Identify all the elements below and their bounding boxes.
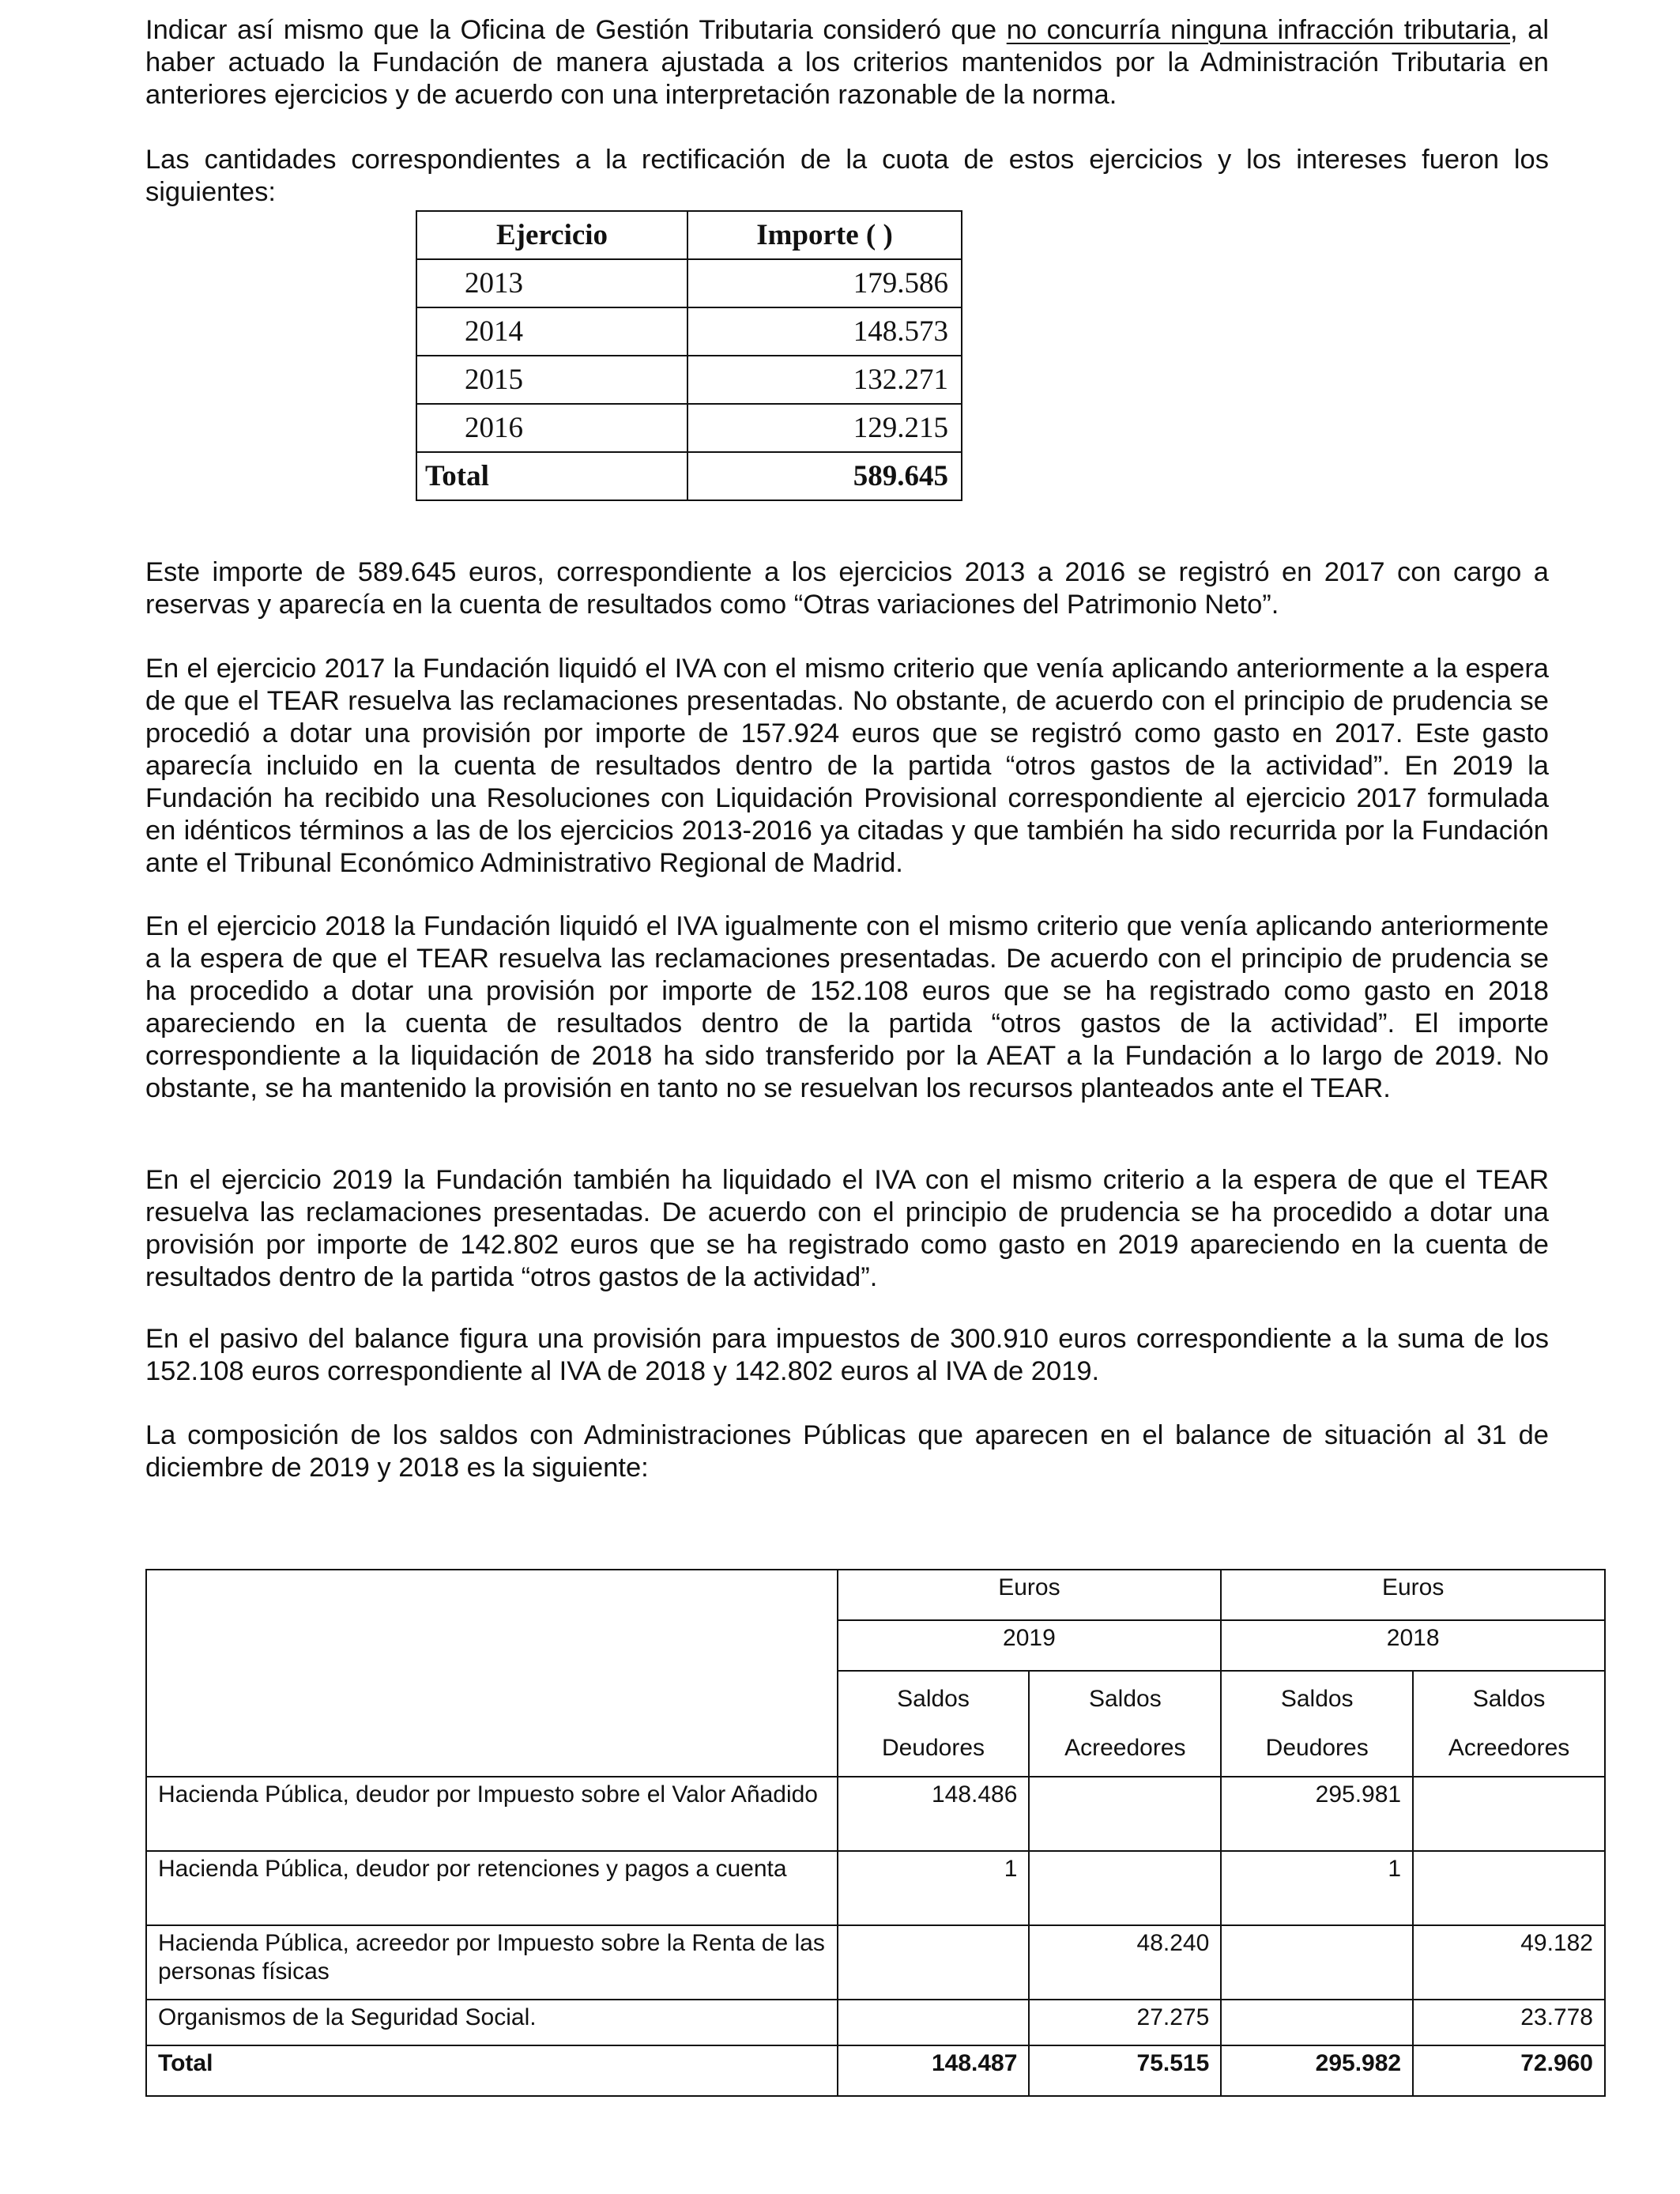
- table-row: [146, 1925, 1605, 2000]
- underlined-phrase: no concurría ninguna infracción tributaria: [1006, 15, 1510, 45]
- cell-acreedores-2018: [1413, 1851, 1605, 1925]
- total-deudores-2019: 148.487: [838, 2045, 1030, 2096]
- total-acreedores-2018: 72.960: [1413, 2045, 1605, 2096]
- total-amount: 589.645: [687, 452, 962, 500]
- cell-acreedores-2019: [1029, 1851, 1221, 1925]
- header-acreedores-2019: [1029, 1671, 1221, 1777]
- table-row: [416, 259, 962, 307]
- amount-cell: 179.586: [687, 259, 962, 307]
- paragraph-infraction: [145, 14, 1549, 111]
- paragraph-2018: En el ejercicio 2018 la Fundación liquidó el IVA igualmente con el mismo criterio que venía aplicando anteriormente a la espera de que el TEAR resuelva las reclamaciones presentadas. De acuerdo con el principio de prudencia se ha procedido a dotar una provisión por importe de 152.108 euros que se ha registrado como gasto en 2018 apareciendo en la cuenta de resultados dentro de la partida “otros gastos de la actividad”. El importe correspondiente a la liquidación de 2018 ha sido transferido por la AEAT a la Fundación a lo largo de 2019. No obstante, se ha mantenido la provisión en tanto no se resuelvan los recursos planteados ante el TEAR.: [145, 911, 1549, 1103]
- cell-deudores-2019: 1: [838, 1851, 1030, 1925]
- header-euros-2019: Euros: [838, 1570, 1222, 1620]
- cell-deudores-2018: 295.981: [1221, 1777, 1413, 1851]
- year-cell: 2015: [416, 356, 687, 404]
- amount-cell: 148.573: [687, 307, 962, 356]
- cell-acreedores-2019: 27.275: [1029, 2000, 1221, 2045]
- total-label: Total: [146, 2045, 838, 2096]
- table-header-row: [416, 211, 962, 259]
- table-row: [146, 1851, 1605, 1925]
- row-label: Hacienda Pública, acreedor por Impuesto sobre la Renta de las personas físicas: [146, 1925, 838, 2000]
- table-row: [416, 356, 962, 404]
- cell-deudores-2018: 1: [1221, 1851, 1413, 1925]
- header-year-2018: 2018: [1221, 1620, 1605, 1671]
- header-saldos: Saldos: [1280, 1686, 1354, 1712]
- header-acreedores-2018: [1413, 1671, 1605, 1777]
- header-saldos: Saldos: [1472, 1686, 1546, 1712]
- row-label: Hacienda Pública, deudor por retenciones y pagos a cuenta: [146, 1851, 838, 1925]
- cell-deudores-2018: [1221, 2000, 1413, 2045]
- paragraph-2017: En el ejercicio 2017 la Fundación liquidó el IVA con el mismo criterio que venía aplicando anteriormente a la espera de que el TEAR resuelva las reclamaciones presentadas. No obstante, de acuerdo con el principio de prudencia se procedió a dotar una provisión por importe de 157.924 euros que se registró como gasto en 2017. Este gasto aparecía incluido en la cuenta de resultados dentro de la partida “otros gastos de la actividad”. En 2019 la Fundación ha recibido una Resoluciones con Liquidación Provisional correspondiente al ejercicio 2017 formulada en idénticos términos a las de los ejercicios 2013-2016 ya citadas y que también ha sido recurrida por la Fundación ante el Tribunal Económico Administrativo Regional de Madrid.: [145, 654, 1549, 878]
- table-total-row: [146, 2045, 1605, 2096]
- total-acreedores-2019: 75.515: [1029, 2045, 1221, 2096]
- header-row-euros: [146, 1570, 1605, 1620]
- cell-acreedores-2018: 49.182: [1413, 1925, 1605, 2000]
- paragraph-amount-registered: Este importe de 589.645 euros, correspondiente a los ejercicios 2013 a 2016 se registró en 2017 con cargo a reservas y aparecía en la cuenta de resultados como “Otras variaciones del Patrimonio Neto”.: [145, 557, 1549, 620]
- header-euros-2018: Euros: [1221, 1570, 1605, 1620]
- year-cell: 2016: [416, 404, 687, 452]
- cell-deudores-2019: [838, 2000, 1030, 2045]
- cell-deudores-2019: 148.486: [838, 1777, 1030, 1851]
- table-row: [146, 2000, 1605, 2045]
- header-deudores: Deudores: [881, 1735, 985, 1761]
- rectification-table: [416, 210, 962, 501]
- cell-deudores-2018: [1221, 1925, 1413, 2000]
- cell-acreedores-2019: [1029, 1777, 1221, 1851]
- paragraph-2019: En el ejercicio 2019 la Fundación también ha liquidado el IVA con el mismo criterio a la espera de que el TEAR resuelva las reclamaciones presentadas. De acuerdo con el principio de prudencia se ha procedido a dotar una provisión por importe de 142.802 euros que se ha registrado como gasto en 2019 apareciendo en la cuenta de resultados dentro de la partida “otros gastos de la actividad”.: [145, 1165, 1549, 1292]
- amount-cell: 132.271: [687, 356, 962, 404]
- header-saldos: Saldos: [897, 1686, 970, 1712]
- paragraph-amounts-intro: Las cantidades correspondientes a la rectificación de la cuota de estos ejercicios y los intereses fueron los siguientes:: [145, 145, 1549, 207]
- cell-acreedores-2019: 48.240: [1029, 1925, 1221, 2000]
- paragraph-balances-intro: La composición de los saldos con Administraciones Públicas que aparecen en el balance de situación al 31 de diciembre de 2019 y 2018 es la siguiente:: [145, 1420, 1549, 1483]
- table-total-row: [416, 452, 962, 500]
- table-row: [416, 404, 962, 452]
- header-ejercicio: Ejercicio: [416, 211, 687, 259]
- paragraph-text: Indicar así mismo que la Oficina de Gestión Tributaria consideró que: [145, 15, 1007, 45]
- amount-cell: 129.215: [687, 404, 962, 452]
- header-year-2019: 2019: [838, 1620, 1222, 1671]
- header-acreedores: Acreedores: [1448, 1735, 1570, 1761]
- balances-table: [145, 1569, 1606, 2097]
- row-label: Organismos de la Seguridad Social.: [146, 2000, 838, 2045]
- cell-acreedores-2018: 23.778: [1413, 2000, 1605, 2045]
- year-cell: 2013: [416, 259, 687, 307]
- header-saldos: Saldos: [1088, 1686, 1162, 1712]
- empty-header-cell: [146, 1570, 838, 1777]
- year-cell: 2014: [416, 307, 687, 356]
- header-deudores-2019: [838, 1671, 1030, 1777]
- total-deudores-2018: 295.982: [1221, 2045, 1413, 2096]
- header-importe: Importe ( ): [687, 211, 962, 259]
- header-deudores: Deudores: [1265, 1735, 1369, 1761]
- table-row: [146, 1777, 1605, 1851]
- paragraph-provision: En el pasivo del balance figura una provisión para impuestos de 300.910 euros correspondiente a la suma de los 152.108 euros correspondiente al IVA de 2018 y 142.802 euros al IVA de 2019.: [145, 1324, 1549, 1386]
- total-label: Total: [416, 452, 687, 500]
- cell-acreedores-2018: [1413, 1777, 1605, 1851]
- row-label: Hacienda Pública, deudor por Impuesto sobre el Valor Añadido: [146, 1777, 838, 1851]
- header-acreedores: Acreedores: [1064, 1735, 1186, 1761]
- header-deudores-2018: [1221, 1671, 1413, 1777]
- cell-deudores-2019: [838, 1925, 1030, 2000]
- table-row: [416, 307, 962, 356]
- paragraph-text: , al haber actuado la Fundación de manera ajustada a los criterios mantenidos por la Administración Tributaria en anteriores ejercicios y de acuerdo con una interpretación razonable de la norma.: [145, 15, 1549, 110]
